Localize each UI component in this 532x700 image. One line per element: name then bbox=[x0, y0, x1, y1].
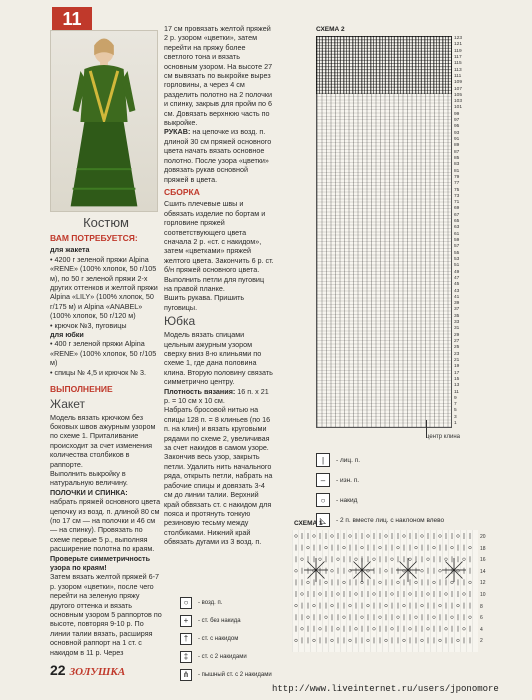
row-number: 16 bbox=[480, 557, 486, 564]
row-number: 23 bbox=[454, 351, 460, 357]
row-number: 17 bbox=[454, 370, 460, 376]
row-number: 59 bbox=[454, 238, 460, 243]
row-number: 123 bbox=[454, 36, 463, 41]
double-crochet-icon: † bbox=[180, 633, 192, 645]
row-number: 41 bbox=[454, 294, 460, 300]
row-number: 39 bbox=[454, 301, 460, 307]
legend-text: - возд. п. bbox=[198, 600, 223, 606]
legend-item bbox=[316, 472, 448, 488]
row-number: 73 bbox=[454, 193, 460, 199]
materials-heading: ВАМ ПОТРЕБУЕТСЯ: bbox=[50, 233, 138, 243]
row-number: 107 bbox=[454, 86, 463, 92]
magazine-brand: ЗОЛУШКА bbox=[69, 666, 126, 678]
project-number-badge: 11 bbox=[52, 7, 92, 31]
row-number: 67 bbox=[454, 212, 460, 218]
schema-1-chart bbox=[292, 530, 478, 652]
row-number: 53 bbox=[454, 256, 460, 262]
model-photo bbox=[50, 30, 158, 212]
skirt-item-1: • 400 г зеленой пряжи Alpina «RENE» (100% хлопок, 50 г/105 м) bbox=[50, 339, 157, 368]
row-number: 117 bbox=[454, 54, 462, 60]
chain-icon: ○ bbox=[180, 597, 192, 609]
row-number: 85 bbox=[454, 155, 460, 161]
row-number: 83 bbox=[454, 162, 460, 168]
row-number: 45 bbox=[454, 282, 460, 288]
execution-heading: ВЫПОЛНЕНИЕ bbox=[50, 384, 113, 395]
row-number: 7 bbox=[454, 402, 457, 408]
row-number: 111 bbox=[454, 73, 462, 79]
row-number: 37 bbox=[454, 307, 460, 313]
row-number: 61 bbox=[454, 231, 460, 237]
center-label: центр клина bbox=[426, 434, 460, 440]
schema-1-legend bbox=[180, 596, 272, 686]
schema-2-row-numbers bbox=[454, 36, 468, 427]
legend-text: - ст. без накида bbox=[198, 618, 241, 624]
jacket-item-1: • 4200 г зеленой пряжи Alpina «RENE» (100% хлопок, 50 г/105 м), по 50 г зеленой пряжи 2-х других оттенков и желтой пряжи Alpina «LILY» (100% хлопок, 50 г/175 м) и Alpina «ANABEL» (100% хлопок, 50 г/120 м) bbox=[50, 254, 158, 321]
legend-item bbox=[180, 632, 272, 646]
legend-item bbox=[316, 512, 448, 528]
row-number: 49 bbox=[454, 269, 460, 275]
schema-2-label: СХЕМА 2 bbox=[316, 26, 345, 33]
yarn-over-icon: ○ bbox=[316, 493, 330, 507]
legend-item bbox=[316, 452, 448, 468]
schema-2-pattern-top bbox=[316, 36, 452, 94]
row-number: 113 bbox=[454, 67, 462, 73]
row-number: 89 bbox=[454, 143, 460, 149]
row-number: 87 bbox=[454, 149, 460, 155]
row-number: 35 bbox=[454, 313, 460, 319]
row-number: 97 bbox=[454, 118, 460, 124]
knit-icon: | bbox=[316, 453, 330, 467]
assembly-heading: СБОРКА bbox=[164, 186, 200, 197]
row-number: 31 bbox=[454, 326, 460, 332]
legend-item bbox=[180, 668, 272, 682]
purl-icon: – bbox=[316, 473, 330, 487]
row-number: 29 bbox=[454, 332, 460, 338]
row-number: 9 bbox=[454, 395, 457, 401]
page-number: 22 bbox=[50, 662, 66, 678]
execution-text-4: Затем вязать желтой пряжей 6-7 р. узором «цветки», после чего перейти на зеленую пряжу другого оттенка и вязать основным узором 5 раппортов по высоте, повторяя 9-10 р. По линии талии вязать, расширяя основной раппорт на 1 ст. с накидом в 11 р. Через bbox=[50, 572, 162, 657]
skirt-text-1: Модель вязать спицами цельным ажурным узором сверху вниз 8-ю клиньями по схеме 1, где дана половина клина. Вторую половину связать симметрично центру. bbox=[164, 330, 273, 387]
row-number: 99 bbox=[454, 111, 460, 117]
row-number: 15 bbox=[454, 376, 460, 382]
skirt-item-2: • спицы № 4,5 и крючок № 3. bbox=[50, 367, 146, 377]
skirt-label: для юбки bbox=[50, 330, 84, 340]
legend-text: - накид bbox=[336, 496, 358, 504]
jacket-item-2: • крючок №3, пуговицы bbox=[50, 320, 127, 330]
density-heading: Плотность вязания: bbox=[164, 386, 236, 396]
schema-1-row-numbers bbox=[480, 532, 486, 648]
row-number: 6 bbox=[480, 615, 483, 622]
row-number: 1 bbox=[454, 421, 457, 427]
assembly-text: Сшить плечевые швы и обвязать изделие по бортам и горловине пряжей соответствующего цвета сначала 2 р. «ст. с накидом», затем «цветками» пряжей желтого цвета. Закончить 6 р. ст. б/н пряжей основного цвета. Выполнить петли для пуговиц на правой планке. bbox=[164, 199, 274, 293]
legend-text: - ст. с накидом bbox=[198, 636, 239, 642]
legend-text: - ст. с 2 накидами bbox=[198, 654, 247, 660]
row-number: 14 bbox=[480, 568, 486, 575]
symmetry-note: Проверьте симметричность узора по краям! bbox=[50, 553, 150, 572]
row-number: 5 bbox=[454, 408, 457, 414]
row-number: 51 bbox=[454, 263, 460, 269]
skirt-title: Юбка bbox=[164, 314, 196, 329]
row-number: 27 bbox=[454, 339, 460, 344]
row-number: 2 bbox=[480, 638, 483, 645]
row-number: 25 bbox=[454, 345, 460, 351]
row-number: 21 bbox=[454, 357, 460, 363]
row-number: 11 bbox=[454, 389, 459, 395]
row-number: 103 bbox=[454, 99, 463, 105]
row-number: 81 bbox=[454, 168, 460, 174]
row-number: 57 bbox=[454, 244, 460, 250]
row-number: 20 bbox=[480, 534, 486, 540]
treble-crochet-icon: ‡ bbox=[180, 651, 192, 663]
page-title: Костюм bbox=[83, 215, 129, 230]
jacket-label: для жакета bbox=[50, 245, 90, 255]
schema-1-label: СХЕМА 1 bbox=[294, 520, 323, 527]
row-number: 109 bbox=[454, 80, 463, 86]
row-number: 69 bbox=[454, 206, 460, 212]
skirt-text-2: Набрать бросовой нитью на спицы 128 п. = 8 клиньев (по 16 п. на клин) и вязать круговыми рядами по схеме 2, увеличивая за счет накидов в самом узоре. Закончив весь узор, закрыть петли. Удалить нить начального ряда, открыть петли, набрать на рабочие спицы и довязать 3-4 см до линии талии. Верхний край обвязать ст. с накидом для пояса и протянуть тонкую резиновую тесьму между столбиками. Нижний край обвязать дугами из 3 возд. п. bbox=[164, 405, 273, 547]
row-number: 19 bbox=[454, 364, 460, 370]
row-number: 33 bbox=[454, 320, 460, 326]
row-number: 79 bbox=[454, 174, 460, 180]
page-footer bbox=[50, 662, 125, 678]
row-number: 63 bbox=[454, 225, 460, 231]
row-number: 115 bbox=[454, 61, 462, 67]
row-number: 77 bbox=[454, 181, 460, 187]
row-number: 121 bbox=[454, 42, 463, 48]
row-number: 71 bbox=[454, 200, 460, 206]
k2tog-left-icon: ◺ bbox=[316, 513, 330, 527]
execution-text-1: Модель вязать крючком без боковых швов ажурным узором по схеме 1. Приталивание происходит за счет изменения количества столбиков в раппорте. bbox=[50, 412, 156, 469]
source-url: http://www.liveinternet.ru/users/jponomore bbox=[272, 684, 499, 694]
legend-text: - изн. п. bbox=[336, 476, 360, 484]
row-number: 18 bbox=[480, 545, 486, 552]
row-number: 95 bbox=[454, 124, 460, 130]
row-number: 43 bbox=[454, 288, 460, 294]
legend-item bbox=[180, 596, 272, 610]
row-number: 13 bbox=[454, 383, 460, 389]
legend-text: - лиц. п. bbox=[336, 456, 361, 464]
column-instructions bbox=[164, 24, 274, 547]
row-number: 4 bbox=[480, 626, 483, 633]
sleeve-text: на цепочке из возд. п. длиной 30 см пряжей основного цвета начать вязать основное полотно. После узора «цветки» довязать рукав основной пряжей в цвета. bbox=[164, 127, 272, 184]
column-materials bbox=[50, 214, 162, 657]
legend-item bbox=[180, 650, 272, 664]
row-number: 91 bbox=[454, 137, 460, 142]
row-number: 47 bbox=[454, 275, 460, 281]
jacket-subtitle: Жакет bbox=[50, 396, 86, 411]
row-number: 12 bbox=[480, 580, 486, 587]
puff-stitch-icon: ⋔ bbox=[180, 669, 192, 681]
single-crochet-icon: + bbox=[180, 615, 192, 627]
row-number: 65 bbox=[454, 219, 460, 225]
assembly-text-2: Вшить рукава. Пришить пуговицы. bbox=[164, 293, 245, 312]
row-number: 105 bbox=[454, 92, 463, 98]
legend-text: - 2 п. вместе лиц. с наклоном влево bbox=[336, 516, 445, 524]
execution-text-3: набрать пряжей основного цвета цепочку из возд. п. длиной 80 см (по 17 см — на полочки и 46 см — на спинку). Провязать по схеме первые 5 р., выполняя расширение полотна по краям. bbox=[50, 497, 161, 554]
row-number: 10 bbox=[480, 591, 486, 598]
legend-item bbox=[180, 614, 272, 628]
col2-text-1: 17 см провязать желтой пряжей 2 р. узором «цветки», затем перейти на пряжу более светлого тона и вязать основным узором. На высоте 27 см вывязать по выкройке вырез горловины, а через 4 см разделить полотно на 2 полочки и спинку, закрыв для пройм по 6 см. Довязать верхнюю часть по выкройке. bbox=[164, 24, 273, 128]
execution-text-2: Выполнить выкройку в натуральную величину. bbox=[50, 468, 128, 488]
density-text: 16 п. х 21 р. = 10 см х 10 см. bbox=[164, 386, 269, 406]
row-number: 119 bbox=[454, 48, 462, 54]
legend-text: - пышный ст. с 2 накидами bbox=[198, 672, 272, 678]
row-number: 101 bbox=[454, 105, 463, 111]
row-number: 93 bbox=[454, 130, 460, 136]
row-number: 55 bbox=[454, 250, 460, 256]
schema-2-chart bbox=[316, 36, 452, 428]
legend-item bbox=[316, 492, 448, 508]
row-number: 75 bbox=[454, 187, 460, 193]
row-number: 8 bbox=[480, 603, 483, 610]
sleeve-heading: РУКАВ: bbox=[164, 127, 191, 137]
row-number: 3 bbox=[454, 414, 457, 420]
fronts-back-subhead: ПОЛОЧКИ И СПИНКА: bbox=[50, 487, 128, 497]
